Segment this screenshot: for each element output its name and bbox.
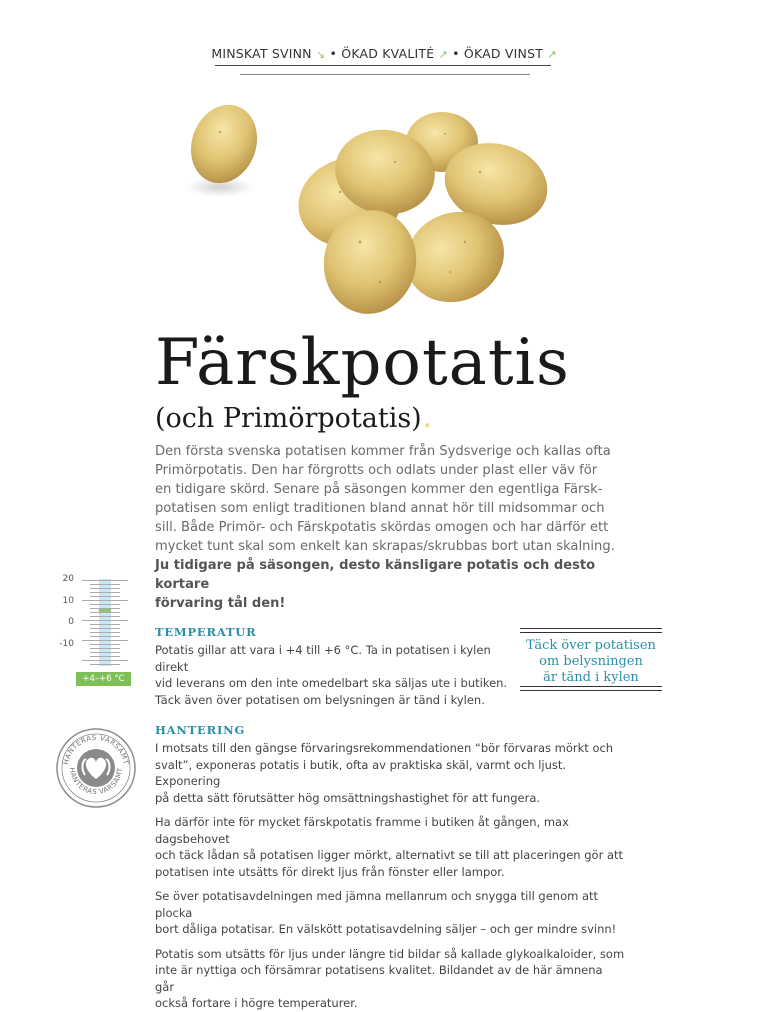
temperatur-heading: TEMPERATUR [155,625,257,639]
thermometer-tick [90,664,120,665]
hantering-line: I motsats till den gängse förvaringsrekommendationen “bör förvaras mörkt och [155,741,614,755]
callout-line: är tänd i kylen [543,670,639,685]
hantering-body [155,740,625,1012]
hantering-line: och täck lådan så potatisen ligger mörkt, alternativt se till att placeringen gör att [155,848,624,862]
thermometer-tick-label: 10 [62,596,74,606]
hantering-line: Potatis som utsätts för ljus under längre tid bildar så kallade glykoalkaloider, som [155,946,625,961]
intro-bold-line: förvaring tål den! [155,596,286,611]
temperatur-line: vid leverans om den inte omedelbart ska säljas ute i butiken. [155,676,508,690]
page-title: Färskpotatis [155,326,570,400]
intro-line: mycket tunt skal som enkelt kan skrapas/skrubbas bort utan skalning. [155,539,615,554]
intro-line: sill. Både Primör- och Färskpotatis skördas omogen och har därför ett [155,520,609,535]
callout-rule [520,686,662,687]
potatoes-photo [180,92,600,322]
intro-bold-line: Ju tidigare på säsongen, desto känsligare potatis och desto kortare [155,558,596,592]
temperature-badge: +4–+6 °C [76,672,131,686]
up-arrow-icon: ↗ [547,48,557,61]
tagline-part-1: MINSKAT SVINN [211,46,312,61]
tagline-rule [240,74,530,75]
thermometer-tick [90,648,120,649]
svg-text:HANTERAS VARSAMT: HANTERAS VARSAMT [62,733,130,766]
temperatur-line: Täck även över potatisen om belysningen är tänd i kylen. [155,692,485,707]
thermometer-tick-label: -10 [59,639,74,649]
hanteras-varsamt-seal-icon [55,727,137,809]
hantering-paragraph [155,740,625,806]
hantering-line: svalt”, exponeras potatis i butik, ofta av praktiska skäl, varmt och ljust. Exponering [155,757,567,788]
thermometer-tick [90,624,120,625]
thermometer-tick [90,604,120,605]
thermometer-tick [90,584,120,585]
thermometer-tick [90,636,120,637]
callout-rule [520,632,662,633]
hantering-line: inte är nyttiga och försämrar potatisens kvalitet. Bildandet av de här ämnena går [155,963,603,994]
intro-line: en tidigare skörd. Senare på säsongen kommer den egentliga Färsk- [155,482,603,497]
intro-line: potatisen som enligt traditionen bland annat hör till midsommar och [155,501,605,516]
thermometer-tick [90,596,120,597]
thermometer-tick [82,600,128,601]
thermometer-tick [90,588,120,589]
subtitle-text: (och Primörpotatis) [155,403,422,434]
thermometer-tick [90,608,120,609]
callout-line: Täck över potatisen [526,638,656,653]
intro-line: Primörpotatis. Den har förgrotts och odlats under plast eller väv för [155,463,598,478]
thermometer-tick-label: 20 [62,574,74,584]
subtitle-dot: . [421,396,433,436]
header-tagline [0,46,768,61]
thermometer-tick [90,612,120,613]
down-arrow-icon: ↘ [315,48,326,61]
hantering-line: på detta sätt förutsätter hög omsättningshastighet för att fungera. [155,790,541,805]
hantering-line: också fortare i högre temperaturer. [155,996,358,1010]
page-subtitle [155,396,433,436]
thermometer-tick-label: 0 [68,617,74,627]
callout-rule [520,628,662,629]
thermometer-tick [82,620,128,621]
tagline-rule [215,65,551,66]
hantering-heading: HANTERING [155,723,246,737]
hantering-line: Ha därför inte för mycket färskpotatis framme i butiken åt gången, max dagsbehovet [155,815,569,846]
thermometer-tick [90,628,120,629]
intro-line: Den första svenska potatisen kommer från Sydsverige och kallas ofta [155,444,611,459]
thermometer-tick [90,652,120,653]
callout-line: om belysningen [539,654,643,669]
thermometer-tick [82,640,128,641]
svg-text:HANTERAS VARSAMT: HANTERAS VARSAMT [67,767,125,797]
thermometer-tick [90,632,120,633]
thermometer-tick [90,592,120,593]
hantering-line: bort dåliga potatisar. En välskött potatisavdelning säljer – och ger mindre svinn! [155,922,617,936]
hantering-paragraph [155,814,625,880]
thermometer-tick [90,644,120,645]
thermometer-tick [82,660,128,661]
tagline-separator: • [452,46,460,61]
up-arrow-icon: ↗ [438,48,448,61]
tagline-separator: • [329,46,338,61]
hantering-paragraph [155,888,625,938]
thermometer-tick [90,656,120,657]
callout-text [520,638,662,686]
callout-rule [520,690,662,691]
tagline-part-3: ÖKAD VINST [463,46,544,61]
hantering-paragraph [155,946,625,1012]
hantering-line: potatisen inte utsätts för direkt ljus från fönster eller lampor. [155,864,505,879]
potato [180,95,268,192]
temperatur-body [155,642,515,708]
thermometer-tick [82,580,128,581]
intro-paragraph [155,442,615,613]
thermometer-tick [90,616,120,617]
tagline-part-2: ÖKAD KVALITÉ [341,46,435,61]
temperatur-line: Potatis gillar att vara i +4 till +6 °C. Ta in potatisen i kylen direkt [155,643,491,674]
hantering-line: Se över potatisavdelningen med jämna mellanrum och snygga till genom att plocka [155,889,599,920]
